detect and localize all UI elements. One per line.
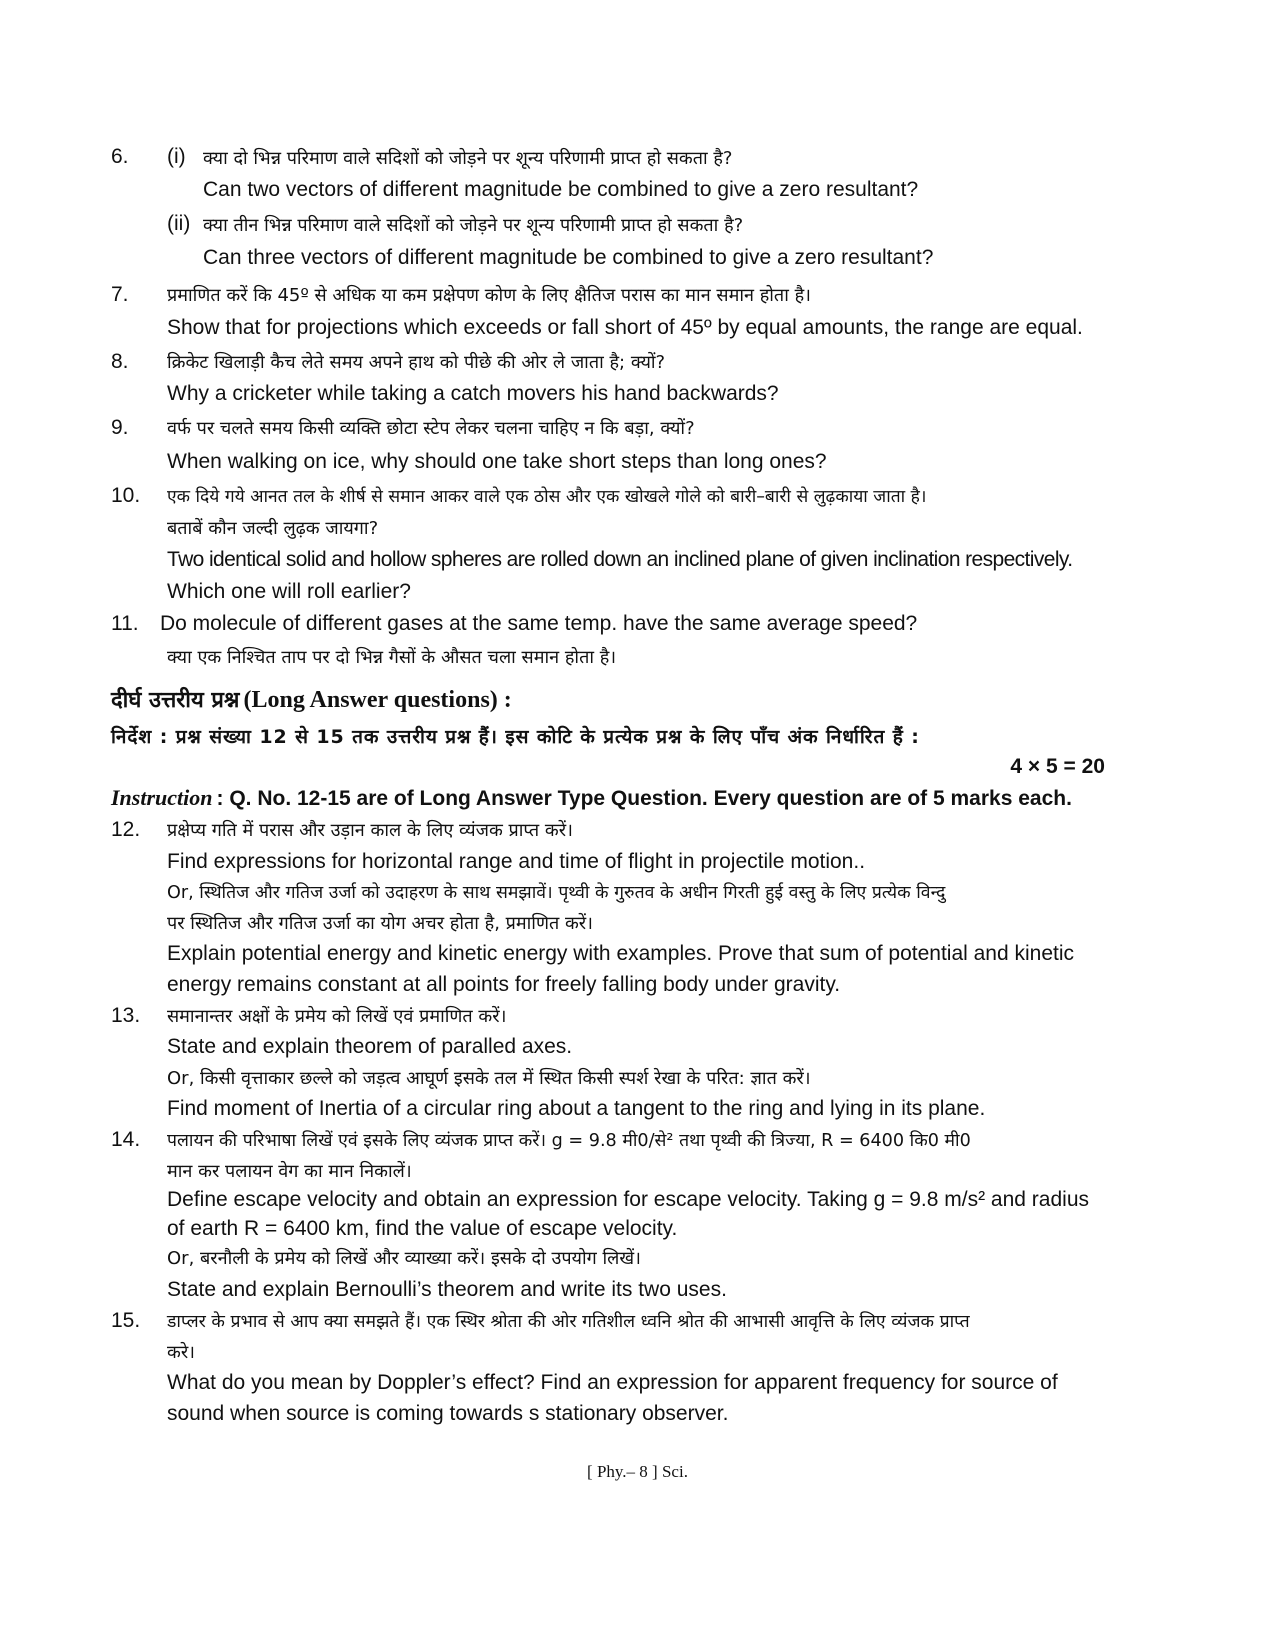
marks-total: 4 × 5 = 20 [1010, 755, 1105, 778]
question-text-english: Find expressions for horizontal range and time of flight in projectile motion.. [167, 850, 866, 873]
question-text-english: Can three vectors of different magnitude be combined to give a zero resultant? [203, 246, 934, 269]
section-directive: निर्देश : प्रश्न संख्या 12 से 15 तक उत्तरीय प्रश्न हैं। इस कोटि के प्रत्येक प्रश्न के लिए पाँच अंक निर्धारित हैं : [111, 726, 920, 748]
question-text-english: When walking on ice, why should one take short steps than long ones? [167, 450, 827, 473]
alternative-text-hindi: Or, बरनौली के प्रमेय को लिखें और व्याख्या करें। इसके दो उपयोग लिखें। [167, 1248, 641, 1269]
question-text-hindi: डाप्लर के प्रभाव से आप क्या समझते हैं। एक स्थिर श्रोता की ओर गतिशील ध्वनि श्रोत की आभासी आवृत्ति के लिए व्यंजक प्राप्त [167, 1312, 970, 1332]
question-number: 14. [111, 1128, 141, 1151]
question-text-english: Define escape velocity and obtain an expression for escape velocity. Taking g = 9.8 m/s² and radius [167, 1188, 1090, 1211]
question-text-english: Show that for projections which exceeds or fall short of 45º by equal amounts, the range are equal. [167, 316, 1083, 339]
question-number: 7. [111, 283, 129, 306]
question-number: 11. [111, 612, 139, 635]
question-text-hindi: करे। [167, 1342, 196, 1363]
question-text-english: State and explain theorem of paralled axes. [167, 1035, 573, 1058]
question-text-hindi: क्या तीन भिन्न परिमाण वाले सदिशों को जोड़ने पर शून्य परिणामी प्राप्त हो सकता है? [203, 215, 744, 236]
instruction-text: : Q. No. 12-15 are of Long Answer Type Question. Every question are of 5 marks each. [216, 787, 1072, 810]
section-heading-hindi: दीर्घ उत्तरीय प्रश्न [111, 688, 240, 713]
question-text-hindi: प्रक्षेप्य गति में परास और उड़ान काल के लिए व्यंजक प्राप्त करें। [167, 820, 573, 841]
subpart-label: (ii) [167, 212, 191, 235]
section-heading [111, 684, 512, 714]
alternative-text-hindi: पर स्थितिज और गतिज उर्जा का योग अचर होता है, प्रमाणित करें। [167, 913, 593, 934]
question-text-english: sound when source is coming towards s stationary observer. [167, 1402, 729, 1425]
page-footer: [ Phy.– 8 ] Sci. [587, 1462, 688, 1481]
section-heading-english: (Long Answer questions) : [243, 687, 512, 713]
question-number: 9. [111, 416, 129, 439]
question-text-hindi: मान कर पलायन वेग का मान निकालें। [167, 1161, 412, 1182]
subpart-label: (i) [167, 145, 186, 168]
question-text-hindi: बताबें कौन जल्दी लुढ़क जायगा? [167, 518, 379, 539]
question-text-hindi: एक दिये गये आनत तल के शीर्ष से समान आकर वाले एक ठोस और एक खोखले गोले को बारी–बारी से लुढ़काया जाता है। [167, 487, 927, 507]
question-text-hindi: क्या दो भिन्न परिमाण वाले सदिशों को जोड़ने पर शून्य परिणामी प्राप्त हो सकता है? [203, 148, 733, 169]
question-text-english: Two identical solid and hollow spheres are rolled down an inclined plane of given inclination respectively. [167, 548, 1073, 571]
question-number: 13. [111, 1004, 141, 1027]
question-text-english: of earth R = 6400 km, find the value of escape velocity. [167, 1217, 678, 1240]
question-text-english: What do you mean by Doppler’s effect? Find an expression for apparent frequency for source of [167, 1371, 1058, 1394]
question-text-english: Which one will roll earlier? [167, 580, 411, 603]
alternative-text-english: State and explain Bernoulli’s theorem and write its two uses. [167, 1278, 727, 1301]
question-number: 8. [111, 350, 129, 373]
question-text-hindi: वर्फ पर चलते समय किसी व्यक्ति छोटा स्टेप लेकर चलना चाहिए न कि बड़ा, क्यों? [167, 418, 695, 439]
question-text-hindi: पलायन की परिभाषा लिखें एवं इसके लिए व्यंजक प्राप्त करें। g = 9.8 मी0/से² तथा पृथ्वी की त्रिज्या, R = 6400 कि0 मी0 [167, 1131, 971, 1151]
alternative-text-hindi: Or, किसी वृत्ताकार छल्ले को जड़त्व आघूर्ण इसके तल में स्थित किसी स्पर्श रेखा के परित: ज्ञात करें। [167, 1068, 811, 1089]
question-number: 10. [111, 484, 141, 507]
question-number: 12. [111, 818, 141, 841]
alternative-text-english: Explain potential energy and kinetic energy with examples. Prove that sum of potential and kinetic [167, 942, 1075, 965]
question-text-hindi: प्रमाणित करें कि 45º से अधिक या कम प्रक्षेपण कोण के लिए क्षैतिज परास का मान समान होता है। [167, 285, 811, 306]
question-text-hindi: समानान्तर अक्षों के प्रमेय को लिखें एवं प्रमाणित करें। [167, 1006, 507, 1027]
alternative-text-english: energy remains constant at all points for freely falling body under gravity. [167, 973, 841, 996]
instruction [111, 785, 1072, 811]
question-number: 15. [111, 1309, 141, 1332]
instruction-label: Instruction [111, 785, 213, 810]
question-text-english: Why a cricketer while taking a catch movers his hand backwards? [167, 382, 779, 405]
alternative-text-english: Find moment of Inertia of a circular ring about a tangent to the ring and lying in its plane. [167, 1097, 986, 1120]
question-number: 6. [111, 145, 129, 168]
question-text-english: Do molecule of different gases at the same temp. have the same average speed? [160, 612, 918, 635]
question-text-english: Can two vectors of different magnitude be combined to give a zero resultant? [203, 178, 919, 201]
question-text-hindi: क्रिकेट खिलाड़ी कैच लेते समय अपने हाथ को पीछे की ओर ले जाता है; क्यों? [167, 352, 666, 373]
alternative-text-hindi: Or, स्थितिज और गतिज उर्जा को उदाहरण के साथ समझावें। पृथ्वी के गुरुतव के अधीन गिरती हुई वस्तु के लिए प्रत्येक विन्दु [167, 883, 946, 903]
question-text-hindi: क्या एक निश्चित ताप पर दो भिन्न गैसों के औसत चला समान होता है। [167, 647, 617, 668]
